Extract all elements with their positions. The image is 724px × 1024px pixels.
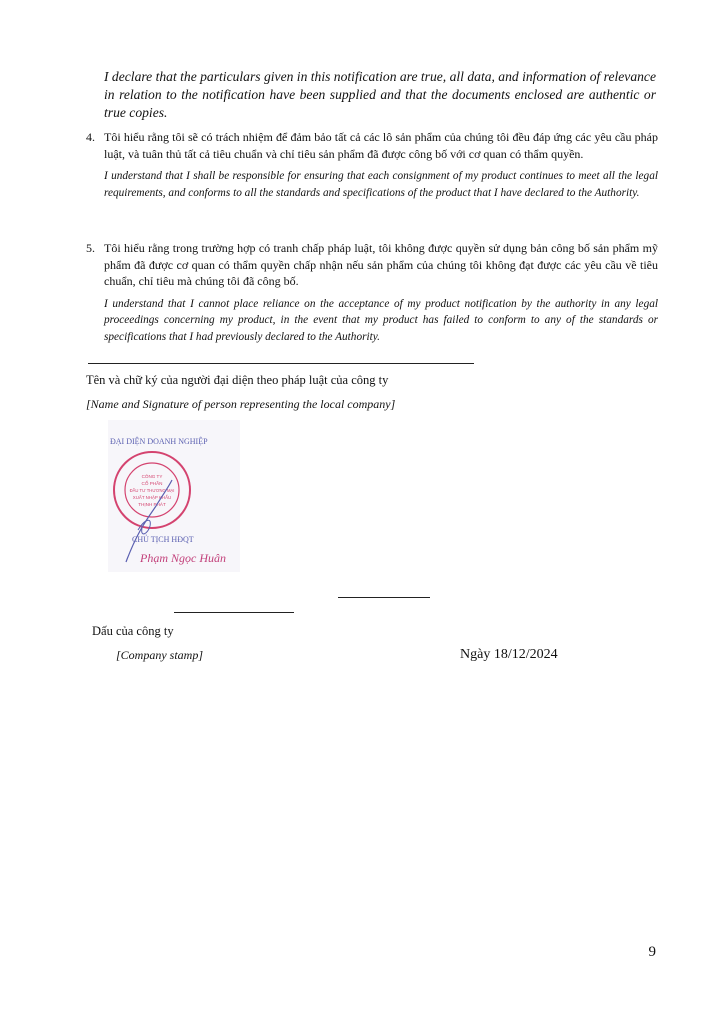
svg-text:THỊNH PHÁT: THỊNH PHÁT — [138, 502, 166, 507]
signature-label-vn: Tên và chữ ký của người đại diện theo pháp luật của công ty — [86, 373, 389, 387]
svg-text:ĐẦU TƯ THƯƠNG MẠI: ĐẦU TƯ THƯƠNG MẠI — [129, 488, 175, 493]
date-text: Ngày 18/12/2024 — [460, 647, 558, 662]
item-text-en: I understand that I cannot place reliance on the acceptance of my product notification by the authority in any legal proceedings concerning my product, in the event that my product has failed to conform to any of the standards or specifications that I had previously declared to the Authority. — [104, 297, 658, 343]
page-number: 9 — [648, 944, 656, 960]
stamp-label-vn: Dấu của công ty — [92, 624, 174, 638]
stamp-role-text: CHỦ TỊCH HĐQT — [132, 535, 194, 544]
company-seal-icon — [108, 420, 240, 572]
signer-name-text: Phạm Ngọc Huân — [140, 551, 226, 565]
signature-line — [88, 363, 474, 364]
stamp-line — [174, 612, 294, 613]
list-item — [86, 240, 658, 345]
item-number: 4. — [86, 130, 95, 144]
date-line — [338, 597, 430, 598]
svg-text:CÔNG TY: CÔNG TY — [141, 474, 163, 479]
list-item — [86, 129, 658, 201]
item-text-vn: Tôi hiểu rằng trong trường hợp có tranh chấp pháp luật, tôi không được quyền sử dụng bản công bố sản phẩm mỹ phẩm đã được cơ quan có thẩm quyền chấp nhận nếu sản phẩm của chúng tôi không đạt được các yêu cầu về tiêu chuẩn, chỉ tiêu mà chúng tôi đã công bố. — [104, 241, 658, 288]
svg-text:XUẤT NHẬP KHẨU: XUẤT NHẬP KHẨU — [132, 495, 172, 500]
item-text-vn: Tôi hiểu rằng tôi sẽ có trách nhiệm để đảm bảo tất cả các lô sản phẩm của chúng tôi đều đáp ứng các yêu cầu pháp luật, và tuân thủ tất cả tiêu chuẩn và chỉ tiêu sản phẩm đã được công bố với cơ quan có thẩm quyền. — [104, 130, 658, 161]
stamp-top-text: ĐẠI DIỆN DOANH NGHIỆP — [110, 437, 208, 446]
declaration-paragraph: I declare that the particulars given in this notification are true, all data, and information of relevance in relation to the notification have been supplied and that the documents enclosed are authentic or true copies. — [104, 69, 656, 120]
item-number: 5. — [86, 241, 95, 255]
signature-label-en: [Name and Signature of person representing the local company] — [86, 397, 396, 411]
svg-text:CỔ PHẦN: CỔ PHẦN — [141, 481, 163, 486]
stamp-label-en: [Company stamp] — [116, 648, 204, 662]
signature-stamp-image — [108, 420, 240, 572]
item-text-en: I understand that I shall be responsible for ensuring that each consignment of my product continues to meet all the legal requirements, and conforms to all the standards and specifications of the product that I have declared to the Authority. — [104, 170, 658, 199]
